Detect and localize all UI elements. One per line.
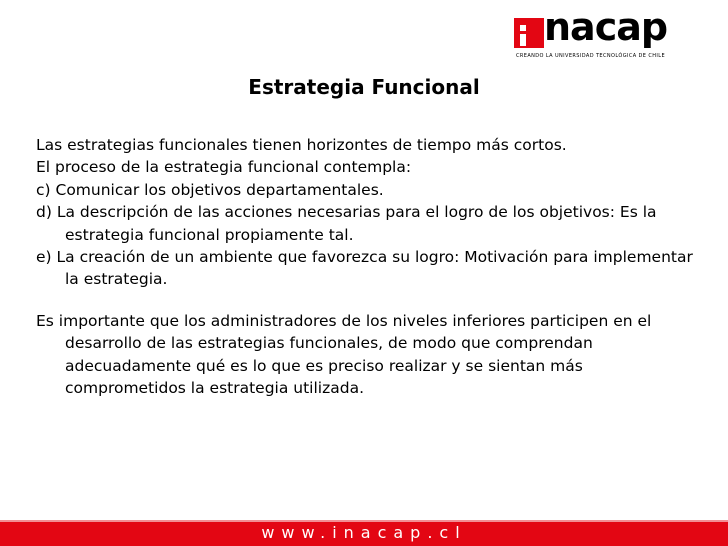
body-paragraph: El proceso de la estrategia funcional contempla: — [36, 158, 412, 177]
list-item-d: d) La descripción de las acciones necesarias para el logro de los objetivos: Es la estrategia funcional propiamente tal. — [36, 203, 657, 244]
slide-title: Estrategia Funcional — [248, 75, 480, 99]
list-item-e: e) La creación de un ambiente que favorezca su logro: Motivación para implementar la estrategia. — [36, 248, 693, 289]
logo-wordmark: nacap — [544, 5, 668, 49]
footer-band — [0, 520, 728, 546]
logo-tagline: CREANDO LA UNIVERSIDAD TECNOLÓGICA DE CHILE — [516, 53, 666, 59]
footer-url: www.inacap.cl — [261, 523, 467, 542]
inacap-logo — [514, 5, 704, 66]
inacap-logo-mark-icon — [514, 18, 544, 48]
body-paragraph: Las estrategias funcionales tienen horizontes de tiempo más cortos. — [36, 136, 567, 154]
slide-body — [36, 134, 696, 399]
body-paragraph-closing: Es importante que los administradores de los niveles inferiores participen en el desarrollo de las estrategias funcionales, de modo que comprendan adecuadamente qué es lo que es preciso realizar y se sientan más comprometidos la estrategia utilizada. — [36, 311, 652, 398]
list-item-c: c) Comunicar los objetivos departamentales. — [36, 180, 384, 199]
